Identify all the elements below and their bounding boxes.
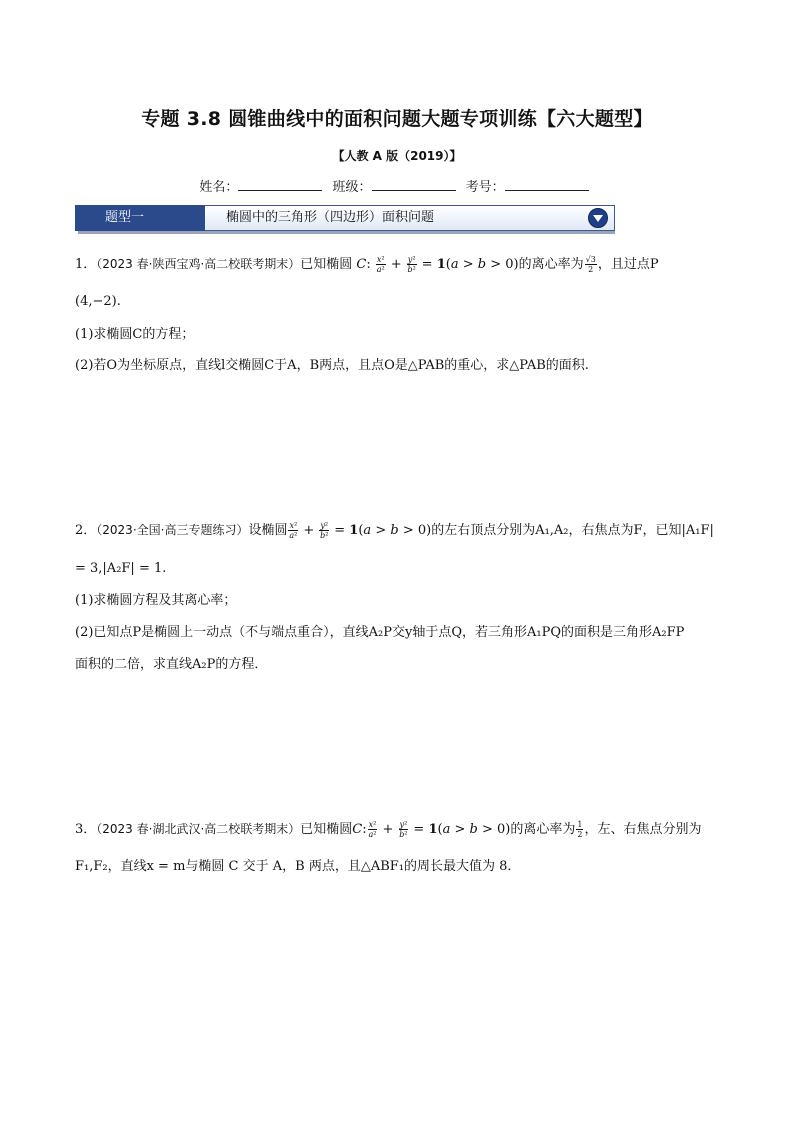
question-1-part1: (1)求椭圆C的方程；: [75, 327, 195, 342]
question-text: 已知椭圆: [300, 822, 353, 837]
question-text: 的离心率为: [510, 822, 576, 837]
student-info-fields: [0, 176, 794, 195]
question-1-part2: (2)若O为坐标原点，直线l交椭圆C于A，B两点，且点O是△PAB的重心，求△PAB的面积.: [75, 358, 589, 373]
question-text: ，左、右焦点分别为: [584, 822, 702, 837]
chevron-down-icon[interactable]: [588, 208, 608, 228]
question-3-line2: F₁,F₂，直线x = m与椭圆 C 交于 A，B 两点，且△ABF₁的周长最大值为 8．: [75, 859, 521, 874]
banner-slant: [189, 205, 205, 231]
question-text: 的离心率为: [518, 257, 584, 272]
question-number: 2．: [75, 523, 97, 538]
page-subtitle: 【人教 A 版（2019）】: [332, 149, 462, 163]
page-title: 专题 3.8 圆锥曲线中的面积问题大题专项训练【六大题型】: [141, 108, 653, 130]
question-1-line1: [75, 255, 725, 274]
section-tag: 题型一: [75, 205, 205, 231]
id-label: 考号：: [465, 180, 505, 195]
question-2-part2: (2)已知点P是椭圆上一动点（不与端点重合），直线A₂P交y轴于点Q，若三角形A₁PQ的面积是三角形A₂FP: [75, 625, 685, 640]
question-text: 已知椭圆: [300, 257, 353, 272]
section-banner: [75, 205, 615, 235]
question-2-line2: = 3,|A₂F| = 1.: [75, 561, 167, 576]
question-2-part1: (1)求椭圆方程及其离心率；: [75, 593, 237, 608]
question-text: ，且过点P: [597, 257, 659, 272]
question-1-line2: (4,−2).: [75, 294, 121, 309]
question-source: （2023·全国·高三专题练习）: [96, 523, 249, 537]
class-blank[interactable]: [372, 178, 456, 191]
question-text: 的左右顶点分别为A₁,A₂，右焦点为F，已知|A₁F|: [431, 523, 714, 538]
id-blank[interactable]: [505, 178, 589, 191]
eccentricity-value: $\frac{√3}{2}$: [585, 255, 596, 274]
question-2-part2b: 面积的二倍，求直线A₂P的方程．: [75, 657, 268, 672]
ellipse-equation: C: $\frac{\text{x²}}{\text{a²}}$ + $\frac{\text{y²}}{\text{b²}}$ = 1(a > b > 0): [356, 255, 519, 274]
ellipse-equation: $\frac{\text{x²}}{\text{a²}}$ + $\frac{\text{y²}}{\text{b²}}$ = 1(a > b > 0): [289, 521, 432, 540]
ellipse-equation: C: $\frac{\text{x²}}{\text{a²}}$ + $\frac{\text{y²}}{\text{b²}}$ = 1(a > b > 0): [352, 820, 511, 839]
question-2-line1: [75, 521, 725, 540]
question-number: 1．: [75, 257, 97, 272]
name-blank[interactable]: [238, 178, 322, 191]
name-label: 姓名：: [199, 180, 239, 195]
question-text: 设椭圆: [248, 523, 288, 538]
question-source: （2023 春·湖北武汉·高二校联考期末）: [96, 822, 301, 836]
question-3-line1: [75, 820, 725, 839]
class-label: 班级：: [332, 180, 372, 195]
question-source: （2023 春·陕西宝鸡·高二校联考期末）: [96, 257, 301, 271]
question-number: 3．: [75, 822, 97, 837]
eccentricity-value: $\frac{1}{2}$: [577, 820, 583, 839]
section-title: 椭圆中的三角形（四边形）面积问题: [197, 205, 615, 231]
